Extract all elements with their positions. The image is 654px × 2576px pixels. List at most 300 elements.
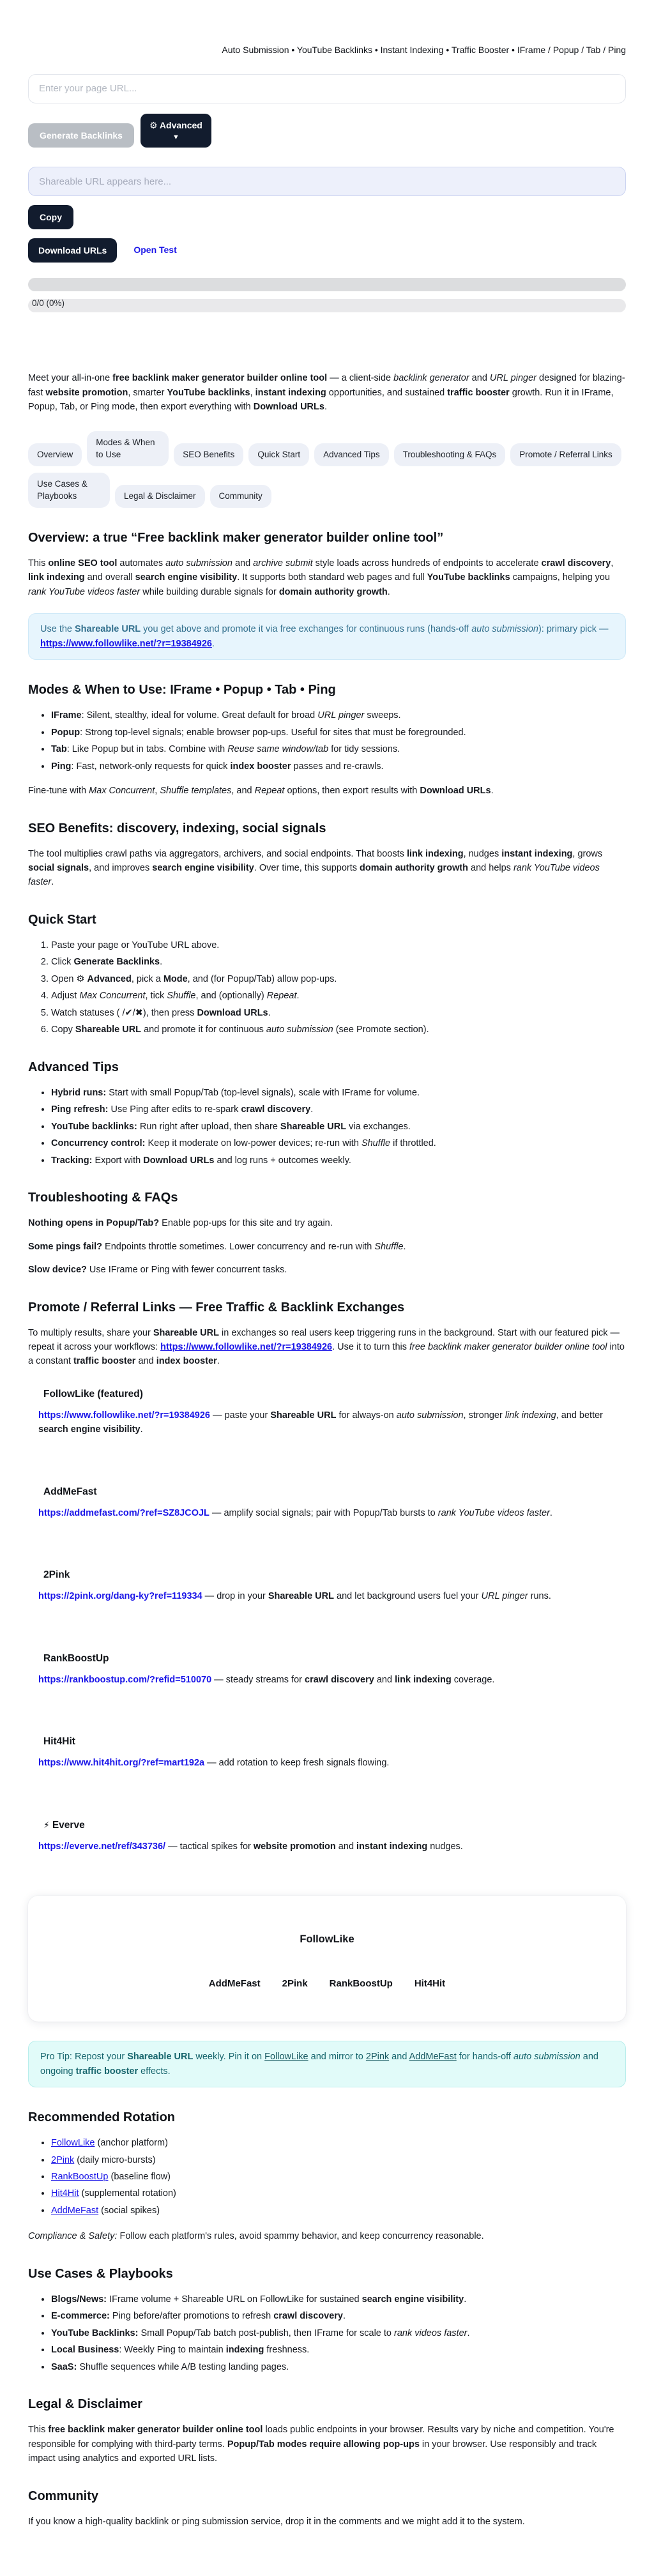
use-cases-heading: Use Cases & Playbooks (28, 2266, 173, 2281)
text-segment: , pick a (131, 973, 164, 984)
text-segment: . (296, 991, 300, 1002)
progress-bar (28, 278, 626, 291)
tab-promote-referral-links[interactable]: Promote / Referral Links (510, 443, 621, 466)
inline-link[interactable]: 2Pink (365, 2052, 390, 2062)
text-segment: . (324, 402, 327, 413)
faq-entry (28, 1240, 626, 1254)
text-segment: (social spikes) (98, 2205, 160, 2216)
text-segment: Download URLs (253, 402, 324, 413)
text-segment: — drop in your (202, 1591, 268, 1602)
text-segment: (anchor platform) (95, 2138, 168, 2149)
text-segment: IFrame (51, 710, 82, 721)
text-segment: and (232, 558, 254, 568)
text-segment: and (335, 1841, 357, 1852)
text-segment: Export with (92, 1155, 144, 1166)
list-item (51, 2292, 626, 2306)
text-segment: search engine visibility (38, 1424, 141, 1435)
text-segment: and log runs + outcomes weekly. (214, 1155, 351, 1166)
page-container (11, 43, 643, 2576)
text-segment: This (28, 558, 49, 568)
text-segment: Nothing opens in Popup/Tab? (28, 1218, 160, 1229)
text-segment: Shuffle (361, 1138, 391, 1149)
text-segment: Repeat (254, 786, 285, 796)
text-segment: Copy (51, 1025, 75, 1035)
text-segment: backlink generator (393, 373, 469, 384)
text-segment: . (140, 1424, 143, 1435)
text-segment: auto submission (396, 1410, 464, 1421)
pro-tip-callout (28, 2041, 626, 2087)
section-community (28, 2488, 626, 2529)
text-segment: crawl discovery (273, 2311, 344, 2322)
text-segment: Follow each platform's rules, avoid spammy behavior, and keep concurrency reasonable. (117, 2231, 484, 2242)
text-segment: automates (117, 558, 166, 568)
text-segment: YouTube backlinks (167, 387, 250, 398)
panel-links-row (41, 1976, 613, 1991)
text-segment: rank YouTube videos faster (437, 1507, 550, 1518)
text-segment: — amplify social signals; pair with Popup/Tab bursts to (209, 1507, 438, 1518)
text-segment: (supplemental rotation) (79, 2188, 176, 2199)
text-segment: Download URLs (197, 1007, 268, 1018)
gear-icon: ⚙ (149, 119, 158, 130)
text-segment: Slow device? (28, 1265, 87, 1276)
panel-rankboostup-link[interactable]: RankBoostUp (329, 1978, 393, 1989)
text-segment: free backlink maker generator builder online tool (112, 373, 328, 384)
referral-card-title-text: Everve (52, 1819, 85, 1831)
text-segment: — tactical spikes for (165, 1841, 254, 1852)
lightning-icon: ⚡ (43, 1819, 50, 1830)
list-item (51, 955, 626, 969)
text-segment: : Like Popup but in tabs. Combine with (66, 744, 228, 755)
text-segment: while building durable signals for (140, 586, 279, 597)
text-segment: Shareable URL (75, 1025, 142, 1035)
list-item (51, 938, 626, 952)
text-segment: search engine visibility (152, 863, 254, 873)
text-segment: Some pings fail? (28, 1241, 103, 1252)
referral-card-rankboostup (28, 1642, 626, 1710)
text-segment: Start with small Popup/Tab (top-level signals), scale with IFrame for volume. (106, 1087, 420, 1098)
inline-link[interactable]: https://2pink.org/dang-ky?ref=119334 (38, 1591, 202, 1602)
text-segment: YouTube backlinks (427, 572, 510, 583)
text-segment: growth. Run it in IFrame, Popup, Tab, or Ping mode, then export everything with (28, 387, 614, 413)
text-segment: and helps (468, 863, 513, 873)
tab-troubleshooting-faqs[interactable]: Troubleshooting & FAQs (394, 443, 506, 466)
text-segment: link indexing (406, 848, 464, 859)
inline-link[interactable]: https://addmefast.com/?ref=SZ8JCOJL (38, 1507, 209, 1518)
list-item (51, 989, 626, 1003)
referral-card-title: FollowLike (featured) (43, 1388, 143, 1399)
download-urls-button[interactable]: Download URLs (28, 238, 117, 263)
text-segment: passes and re-crawls. (291, 761, 384, 772)
section-overview (28, 530, 626, 660)
list-item (51, 2204, 626, 2218)
inline-link[interactable]: Hit4Hit (51, 2188, 79, 2199)
text-segment: Pro Tip: Repost your (40, 2052, 128, 2062)
text-segment: traffic booster (73, 1356, 136, 1367)
text-segment: Shareable URL (270, 1410, 337, 1421)
text-segment: (baseline flow) (108, 2171, 171, 2182)
list-item (51, 726, 626, 740)
text-segment: Popup (51, 727, 80, 738)
text-segment: Advanced (87, 973, 132, 984)
text-segment: . (549, 1507, 552, 1518)
tab-modes-when-to-use[interactable]: Modes & When to Use (87, 431, 169, 466)
list-item (51, 708, 626, 722)
list-item (51, 1006, 626, 1020)
text-segment: ): primary pick — (538, 624, 609, 635)
intro-paragraph (28, 371, 626, 414)
quick-start-heading: Quick Start (28, 912, 96, 927)
list-item (51, 1086, 626, 1100)
text-segment: you get above and promote it via free exchanges for continuous runs (hands-off (141, 624, 472, 635)
text-segment: instant indexing (501, 848, 573, 859)
text-segment: . (310, 1104, 314, 1115)
advanced-tips-heading: Advanced Tips (28, 1060, 119, 1074)
text-segment: To multiply results, share your (28, 1327, 153, 1338)
tab-overview[interactable]: Overview (28, 443, 82, 466)
quick-start-steps (28, 938, 626, 1037)
text-segment: Tab (51, 744, 67, 755)
text-segment: . Use it to turn this (332, 1341, 410, 1352)
text-segment: : Weekly Ping to maintain (119, 2345, 226, 2356)
text-segment: online SEO tool (48, 558, 118, 568)
referral-card-title (43, 1818, 626, 1833)
text-segment: link indexing (505, 1410, 556, 1421)
text-segment: — steady streams for (211, 1674, 305, 1685)
exchange-panel (28, 1896, 626, 2022)
text-segment: search engine visibility (361, 2294, 464, 2305)
inline-link[interactable]: https://www.followlike.net/?r=19384926 (160, 1341, 333, 1352)
text-segment: Shuffle templates (160, 786, 232, 796)
text-segment: Use the (40, 624, 75, 635)
tagline: Auto Submission • YouTube Backlinks • Instant Indexing • Traffic Booster • IFrame / Popup / Tab / Ping (222, 45, 626, 55)
text-segment: auto submission (471, 624, 538, 635)
text-segment: options, then export results with (284, 786, 420, 796)
text-segment: Meet your all-in-one (28, 373, 113, 384)
inline-link[interactable]: RankBoostUp (51, 2171, 109, 2182)
list-item (51, 2170, 626, 2184)
seo-heading: SEO Benefits: discovery, indexing, social signals (28, 821, 326, 835)
text-segment: Popup/Tab modes require allowing pop-ups (227, 2439, 420, 2450)
text-segment: crawl discovery (241, 1104, 311, 1115)
text-segment: . (387, 586, 390, 597)
text-segment: . (403, 1241, 406, 1252)
text-segment: — a client-side (327, 373, 394, 384)
section-advanced-tips (28, 1059, 626, 1168)
text-segment: instant indexing (356, 1841, 428, 1852)
copy-button[interactable]: Copy (28, 205, 73, 229)
text-segment: auto submission (513, 2052, 581, 2062)
section-tabs (28, 431, 626, 508)
text-segment: nudges. (427, 1841, 463, 1852)
text-segment: YouTube backlinks: (51, 1121, 137, 1132)
text-segment: Keep it moderate on low-power devices; re-run with (145, 1138, 361, 1149)
text-segment: rank YouTube videos faster (28, 863, 600, 888)
text-segment: Download URLs (420, 786, 491, 796)
text-segment: Reuse same window/tab (227, 744, 329, 755)
text-segment: and (135, 1356, 156, 1367)
faq-entry (28, 1263, 626, 1277)
inline-link[interactable]: https://www.hit4hit.org/?ref=mart192a (38, 1758, 205, 1769)
text-segment: for tidy sessions. (328, 744, 400, 755)
inline-link[interactable]: https://www.followlike.net/?r=19384926 (40, 638, 213, 649)
modes-list (28, 708, 626, 774)
list-item (51, 2153, 626, 2167)
text-segment: YouTube Backlinks: (51, 2328, 139, 2338)
text-segment: . (343, 2311, 346, 2322)
text-segment: domain authority growth (278, 586, 388, 597)
text-segment: Shareable URL (280, 1121, 347, 1132)
tab-legal-disclaimer[interactable]: Legal & Disclaimer (115, 485, 205, 508)
list-item (51, 742, 626, 756)
text-segment: This (28, 2425, 49, 2435)
section-legal (28, 2396, 626, 2465)
inline-link[interactable]: https://rankboostup.com/?refid=510070 (38, 1674, 212, 1685)
community-heading: Community (28, 2488, 98, 2503)
inline-link[interactable]: https://www.followlike.net/?r=19384926 (38, 1410, 211, 1421)
text-segment: , and (optionally) (195, 991, 267, 1002)
text-segment: Max Concurrent (79, 991, 146, 1002)
legal-heading: Legal & Disclaimer (28, 2397, 142, 2412)
list-item (51, 972, 626, 986)
text-segment: indexing (225, 2345, 264, 2356)
text-segment: (see Promote section). (333, 1025, 429, 1035)
text-segment: Mode (163, 973, 188, 984)
text-segment: Tracking: (51, 1155, 93, 1166)
text-segment: Endpoints throttle sometimes. Lower concurrency and re-run with (102, 1241, 375, 1252)
caret-down-icon: ▼ (172, 133, 179, 141)
text-segment: . It supports both standard web pages and full (237, 572, 427, 583)
inline-link[interactable]: FollowLike (51, 2138, 95, 2149)
section-recommended-rotation (28, 2109, 626, 2244)
text-segment: rank YouTube videos faster (28, 586, 141, 597)
open-test-link[interactable]: Open Test (133, 245, 177, 255)
text-segment: freshness. (264, 2345, 310, 2356)
text-segment: auto submission (266, 1025, 333, 1035)
text-segment: free backlink maker generator builder online tool (409, 1341, 607, 1352)
text-segment: , smarter (128, 387, 167, 398)
referral-card-hit4hit (28, 1725, 626, 1793)
text-segment: and (469, 373, 490, 384)
inline-link[interactable]: FollowLike (264, 2052, 308, 2062)
text-segment: , (155, 786, 160, 796)
text-segment: Shareable URL (127, 2052, 194, 2062)
text-segment: . Over time, this supports (254, 863, 360, 873)
text-segment: if throttled. (390, 1138, 436, 1149)
text-segment: and let background users fuel your (333, 1591, 482, 1602)
section-promote (28, 1299, 626, 2088)
url-input[interactable] (28, 74, 626, 103)
progress-status: 0/0 (0%) (32, 298, 65, 309)
advanced-tips-list (28, 1086, 626, 1168)
text-segment: Shuffle (167, 991, 196, 1002)
text-segment: Local Business (51, 2345, 119, 2356)
text-segment: and ongoing (40, 2052, 598, 2077)
promote-intro (28, 1326, 626, 1369)
text-segment: link indexing (395, 1674, 452, 1685)
text-segment: Open ⚙ (51, 973, 87, 984)
text-segment: Hybrid runs: (51, 1087, 107, 1098)
list-item (51, 1154, 626, 1168)
text-segment: Use IFrame or Ping with fewer concurrent tasks. (86, 1265, 287, 1276)
text-segment: Max Concurrent (89, 786, 155, 796)
text-segment: Generate Backlinks (73, 957, 160, 968)
referral-card-line (38, 1840, 626, 1854)
text-segment: domain authority growth (360, 863, 468, 873)
inline-link[interactable]: 2Pink (51, 2154, 75, 2165)
text-segment: and mirror to (308, 2052, 366, 2062)
text-segment: Click (51, 957, 74, 968)
text-segment: coverage. (451, 1674, 495, 1685)
referral-card-line (38, 1673, 626, 1687)
download-row (28, 238, 626, 263)
list-item (51, 2309, 626, 2323)
text-segment: . (490, 786, 494, 796)
text-segment: link indexing (28, 572, 85, 583)
referral-card-line (38, 1506, 626, 1520)
text-segment: — add rotation to keep fresh signals flowing. (204, 1758, 390, 1769)
tab-seo-benefits[interactable]: SEO Benefits (174, 443, 243, 466)
text-segment: social signals (28, 863, 89, 873)
text-segment: Small Popup/Tab batch post-publish, then IFrame for scale to (138, 2328, 395, 2338)
modes-heading: Modes & When to Use: IFrame • Popup • Tab • Ping (28, 683, 336, 697)
text-segment: Shuffle sequences while A/B testing landing pages. (77, 2361, 289, 2372)
list-item (51, 1120, 626, 1134)
text-segment: , and better (556, 1410, 603, 1421)
section-seo-benefits (28, 820, 626, 890)
text-segment: , and (231, 786, 255, 796)
text-segment: Paste your page or YouTube URL above. (51, 940, 220, 950)
referral-card-followlike (28, 1378, 626, 1460)
text-segment: archive submit (253, 558, 313, 568)
referral-card-line (38, 1589, 626, 1603)
text-segment: free backlink maker generator builder online tool (48, 2425, 263, 2435)
text-segment: sweeps. (364, 710, 401, 721)
tab-community[interactable]: Community (210, 485, 271, 508)
text-segment: , and (for Popup/Tab) allow pop-ups. (187, 973, 337, 984)
text-segment: and promote it for continuous (141, 1025, 266, 1035)
text-segment: via exchanges. (346, 1121, 411, 1132)
text-segment: auto submission (165, 558, 232, 568)
text-segment: crawl discovery (541, 558, 611, 568)
text-segment: into a constant (28, 1341, 625, 1367)
text-segment: opportunities, and sustained (326, 387, 448, 398)
action-button-row (28, 114, 626, 148)
list-item (51, 2326, 626, 2340)
text-segment: designed for blazing-fast (28, 373, 625, 398)
text-segment: . (467, 2328, 470, 2338)
text-segment: , nudges (463, 848, 502, 859)
text-segment: Concurrency control: (51, 1138, 146, 1149)
inline-link[interactable]: AddMeFast (51, 2205, 99, 2216)
text-segment: crawl discovery (305, 1674, 374, 1685)
referral-card-line (38, 1756, 626, 1770)
text-segment: Adjust (51, 991, 80, 1002)
text-segment: , and improves (89, 863, 153, 873)
advanced-button[interactable] (141, 114, 211, 148)
tab-advanced-tips[interactable]: Advanced Tips (314, 443, 389, 466)
text-segment: Fine-tune with (28, 786, 89, 796)
overview-callout (28, 613, 626, 660)
compliance-note (28, 2229, 626, 2243)
section-modes (28, 682, 626, 798)
text-segment: Blogs/News: (51, 2294, 107, 2305)
text-segment: (daily micro-bursts) (74, 2154, 156, 2165)
panel-addmefast-link[interactable]: AddMeFast (208, 1978, 261, 1989)
text-segment: style loads across hundreds of endpoints to accelerate (312, 558, 542, 568)
list-item (51, 2136, 626, 2150)
advanced-button-label: Advanced (159, 119, 202, 130)
text-segment: URL pinger (481, 1591, 528, 1602)
promote-heading: Promote / Referral Links — Free Traffic & Backlink Exchanges (28, 1300, 405, 1315)
text-segment: campaigns, helping you (510, 572, 611, 583)
referral-card-title: AddMeFast (43, 1486, 97, 1497)
section-quick-start (28, 911, 626, 1037)
panel-hit4hit-link[interactable]: Hit4Hit (414, 1978, 446, 1989)
text-segment: search engine visibility (135, 572, 238, 583)
modes-footer (28, 784, 626, 798)
text-segment: E-commerce: (51, 2311, 110, 2322)
text-segment: effects. (138, 2066, 171, 2077)
text-segment: Run right after upload, then share (137, 1121, 280, 1132)
referral-card-title: Hit4Hit (43, 1736, 75, 1748)
text-segment: URL pinger (489, 373, 536, 384)
tab-use-cases-playbooks[interactable]: Use Cases & Playbooks (28, 473, 110, 508)
text-segment: , (250, 387, 255, 398)
inline-link[interactable]: https://everve.net/ref/343736/ (38, 1841, 166, 1852)
referral-card-addmefast (28, 1475, 626, 1543)
referral-card-everve (28, 1809, 626, 1877)
text-segment: instant indexing (255, 387, 326, 398)
tab-quick-start[interactable]: Quick Start (248, 443, 309, 466)
faq-entry (28, 1216, 626, 1230)
inline-link[interactable]: AddMeFast (409, 2052, 457, 2062)
text-segment: traffic booster (447, 387, 510, 398)
status-strip (28, 299, 626, 312)
referral-card-title: RankBoostUp (43, 1652, 109, 1664)
referral-card-title: 2Pink (43, 1569, 70, 1581)
text-segment: SaaS: (51, 2361, 77, 2372)
generate-backlinks-button[interactable]: Generate Backlinks (28, 123, 134, 148)
text-segment: index booster (230, 761, 291, 772)
list-item (51, 2360, 626, 2374)
text-segment: Shareable URL (153, 1327, 219, 1338)
text-segment: — paste your (210, 1410, 271, 1421)
text-segment: index booster (156, 1356, 217, 1367)
overview-heading: Overview: a true “Free backlink maker generator builder online tool” (28, 530, 444, 545)
text-segment: . (212, 638, 215, 649)
text-segment: Use Ping after edits to re-spark (108, 1104, 241, 1115)
list-item (51, 2343, 626, 2357)
text-segment: in exchanges so real users keep triggering runs in the background. Start with our featured pick — repeat it across your workflows: (28, 1327, 620, 1352)
text-segment: . (160, 957, 163, 968)
text-segment: and overall (84, 572, 135, 583)
text-segment: Ping refresh: (51, 1104, 109, 1115)
text-segment: . (464, 2294, 467, 2305)
text-segment: IFrame volume + Shareable URL on FollowLike for sustained (107, 2294, 362, 2305)
text-segment: , tick (145, 991, 167, 1002)
text-segment: Shuffle (374, 1241, 404, 1252)
panel-2pink-link[interactable]: 2Pink (282, 1978, 308, 1989)
text-segment: . (217, 1356, 220, 1367)
shareable-url-input[interactable] (28, 167, 626, 196)
seo-paragraph (28, 847, 626, 890)
text-segment: runs. (528, 1591, 551, 1602)
text-segment: Shareable URL (75, 624, 141, 635)
panel-followlike-link[interactable]: FollowLike (300, 1933, 354, 1946)
text-segment: rank videos faster (394, 2328, 468, 2338)
text-segment: URL pinger (317, 710, 365, 721)
text-segment: Repeat (266, 991, 297, 1002)
